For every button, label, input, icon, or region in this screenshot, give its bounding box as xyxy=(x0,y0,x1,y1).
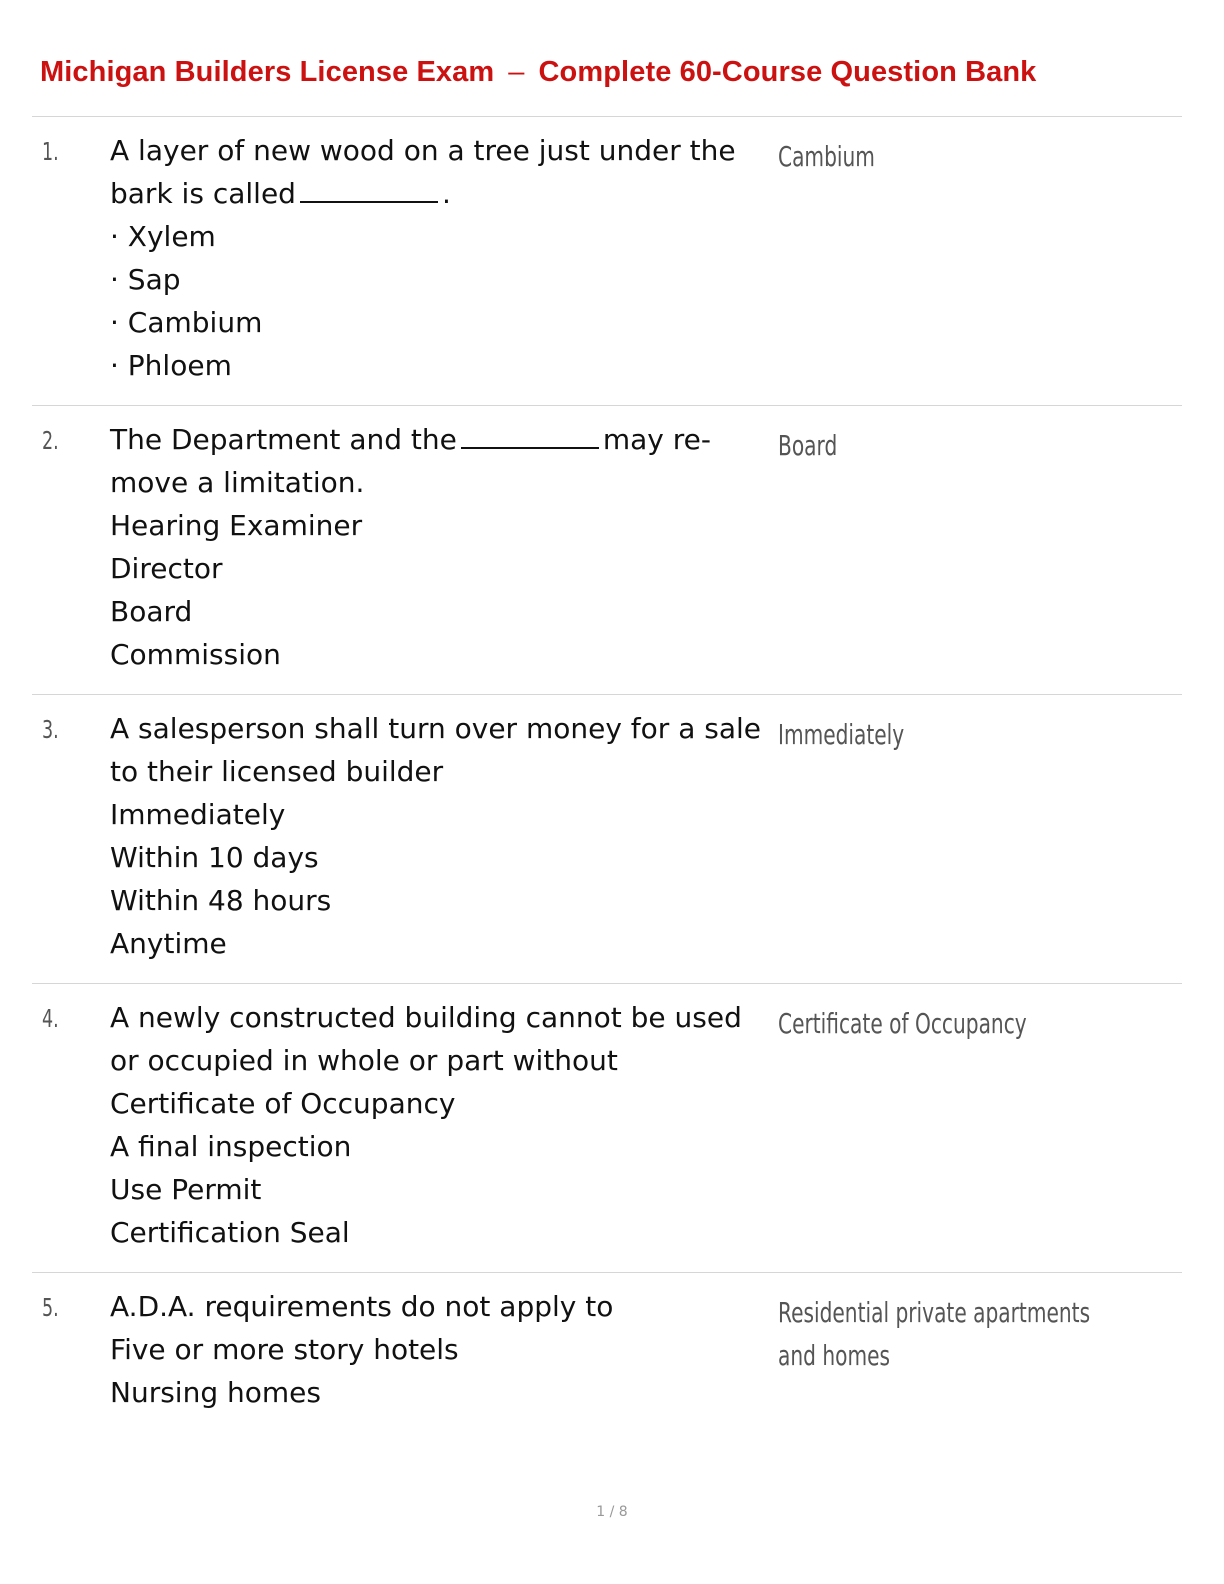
answer: Residential private apartments and homes xyxy=(778,1296,1091,1372)
option: Nursing homes xyxy=(110,1376,321,1409)
title-left: Michigan Builders License Exam xyxy=(40,56,495,88)
option: Certification Seal xyxy=(110,1216,350,1249)
question-body xyxy=(110,129,775,387)
option: · Sap xyxy=(110,263,181,296)
question-body xyxy=(110,996,775,1254)
option: Certificate of Occupancy xyxy=(110,1087,456,1120)
option: Five or more story hotels xyxy=(110,1333,459,1366)
option: Within 48 hours xyxy=(110,884,332,917)
option: · Phloem xyxy=(110,349,232,382)
option: Board xyxy=(110,595,193,628)
question-number: 5. xyxy=(42,1293,59,1322)
question-item xyxy=(32,405,1182,694)
page-number: 1 / 8 xyxy=(596,1504,628,1520)
fill-blank xyxy=(461,425,599,449)
question-item xyxy=(32,694,1182,983)
option: Within 10 days xyxy=(110,841,319,874)
option: Commission xyxy=(110,638,281,671)
question-text: A.D.A. requirements do not apply to xyxy=(110,1290,614,1323)
page-title xyxy=(40,56,1036,89)
question-text: A layer of new wood on a tree just under the bark is called . xyxy=(110,134,736,210)
question-number: 2. xyxy=(42,426,59,455)
question-number: 4. xyxy=(42,1004,59,1033)
question-item xyxy=(32,983,1182,1272)
question-item xyxy=(32,116,1182,405)
option: · Cambium xyxy=(110,306,263,339)
question-number: 3. xyxy=(42,715,59,744)
option: · Xylem xyxy=(110,220,216,253)
title-right: Complete 60-Course Question Bank xyxy=(538,56,1037,88)
answer: Cambium xyxy=(778,140,875,173)
question-body xyxy=(110,707,775,965)
answer: Board xyxy=(778,429,838,462)
question-text: A newly constructed building cannot be used or occupied in whole or part without xyxy=(110,1001,742,1077)
option: Director xyxy=(110,552,223,585)
question-text: A salesperson shall turn over money for a sale to their licensed builder xyxy=(110,712,762,788)
question-text: The Department and the may re-move a limitation. xyxy=(110,423,711,499)
answer: Certificate of Occupancy xyxy=(778,1007,1027,1040)
option: A final inspection xyxy=(110,1130,352,1163)
option: Immediately xyxy=(110,798,286,831)
question-body xyxy=(110,418,775,676)
option: Use Permit xyxy=(110,1173,262,1206)
answer: Immediately xyxy=(778,718,905,751)
question-number: 1. xyxy=(42,137,59,166)
question-body xyxy=(110,1285,775,1414)
fill-blank xyxy=(300,179,438,203)
option: Anytime xyxy=(110,927,227,960)
option: Hearing Examiner xyxy=(110,509,363,542)
question-item xyxy=(32,1272,1182,1473)
title-separator: – xyxy=(508,56,525,88)
